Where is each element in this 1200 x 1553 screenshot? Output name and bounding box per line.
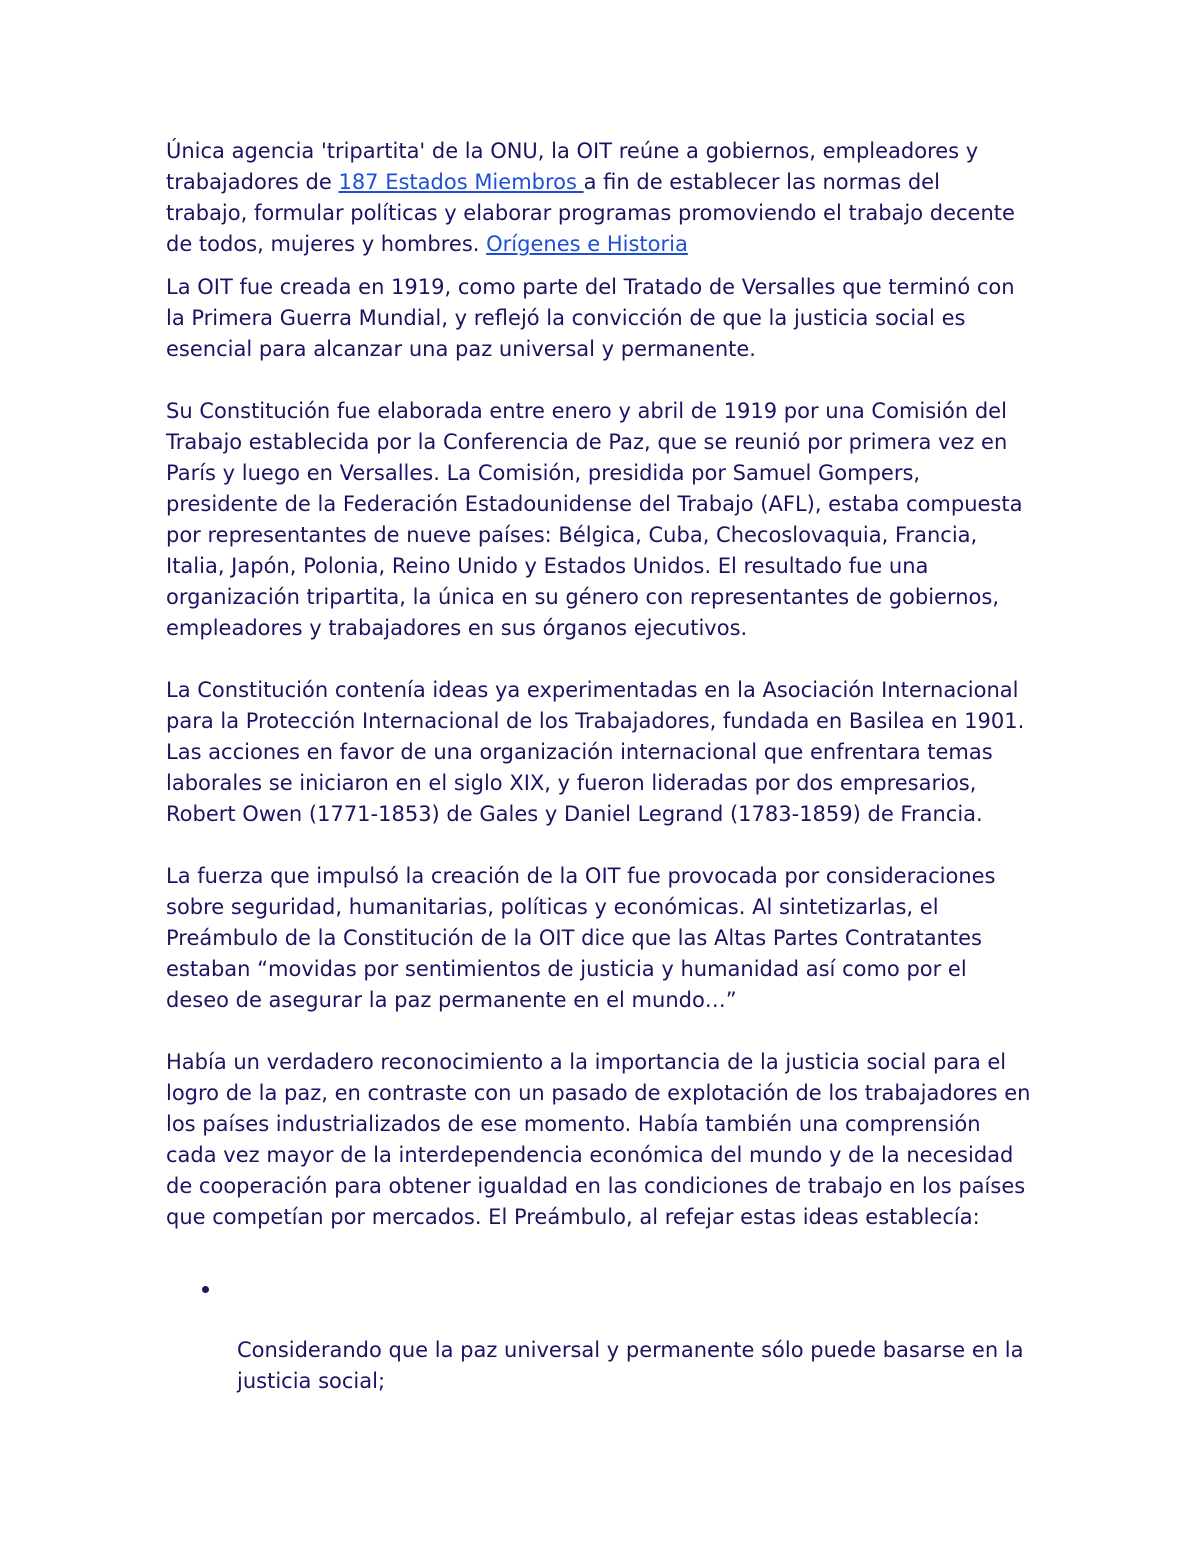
paragraph-founding: La OIT fue creada en 1919, como parte del Tratado de Versalles que terminó con la Primera Guerra Mundial, y reflejó la convicción de que la justicia social es esencial para alcanzar una paz universal y permanente. xyxy=(166,275,1015,361)
bullet-icon xyxy=(202,1286,209,1293)
member-states-link[interactable]: 187 Estados Miembros xyxy=(338,170,584,194)
paragraph-ideas: La Constitución contenía ideas ya experimentadas en la Asociación Internacional para la Protección Internacional de los Trabajadores, fundada en Basilea en 1901. Las acciones en favor de una organización internacional que enfrentara temas laborales se iniciaron en el siglo XIX, y fueron lideradas por dos empresarios, Robert Owen (1771-1853) de Gales y Daniel Legrand (1783-1859) de Francia. xyxy=(166,678,1025,826)
intro-text-2: a fin de establecer las normas del trabajo, formular políticas y elaborar programas promoviendo el trabajo decente de todos, mujeres y hombres. xyxy=(166,170,1015,256)
bullet-text: Considerando que la paz universal y permanente sólo puede basarse en la justicia social; xyxy=(237,1338,1024,1393)
intro-paragraph xyxy=(166,136,1046,260)
paragraph-constitution: Su Constitución fue elaborada entre enero y abril de 1919 por una Comisión del Trabajo establecida por la Conferencia de Paz, que se reunió por primera vez en París y luego en Versalles. La Comisión, presidida por Samuel Gompers, presidente de la Federación Estadounidense del Trabajo (AFL), estaba compuesta por representantes de nueve países: Bélgica, Cuba, Checoslovaquia, Francia, Italia, Japón, Polonia, Reino Unido y Estados Unidos. El resultado fue una organización tripartita, la única en su género con representantes de gobiernos, empleadores y trabajadores en sus órganos ejecutivos. xyxy=(166,399,1023,640)
bullet-list xyxy=(166,1273,1046,1397)
intro-text-1: Única agencia 'tripartita' de la ONU, la OIT reúne a gobiernos, empleadores y trabajadores de xyxy=(166,139,979,194)
list-item xyxy=(166,1273,1046,1397)
document-page xyxy=(166,136,1046,1397)
origins-history-link[interactable]: Orígenes e Historia xyxy=(486,232,688,256)
paragraph-recognition: Había un verdadero reconocimiento a la importancia de la justicia social para el logro de la paz, en contraste con un pasado de explotación de los trabajadores en los países industrializados de ese momento. Había también una comprensión cada vez mayor de la interdependencia económica del mundo y de la necesidad de cooperación para obtener igualdad en las condiciones de trabajo en los países que competían por mercados. El Preámbulo, al refejar estas ideas establecía: xyxy=(166,1050,1031,1229)
paragraph-driving-force: La fuerza que impulsó la creación de la OIT fue provocada por consideraciones sobre seguridad, humanitarias, políticas y económicas. Al sintetizarlas, el Preámbulo de la Constitución de la OIT dice que las Altas Partes Contratantes estaban “movidas por sentimientos de justicia y humanidad así como por el deseo de asegurar la paz permanente en el mundo…” xyxy=(166,864,996,1012)
